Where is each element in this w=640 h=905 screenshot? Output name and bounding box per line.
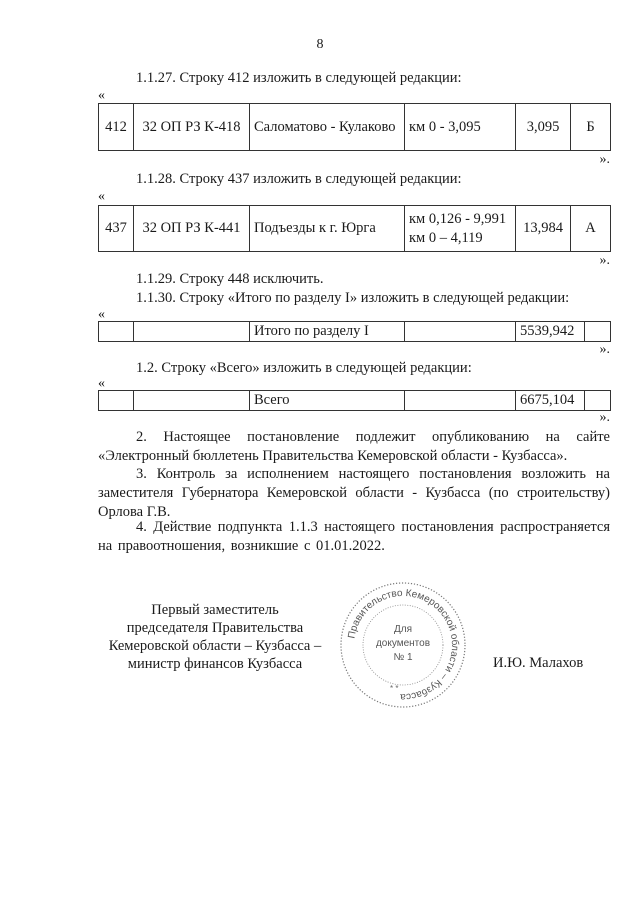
clause-3: 3. Контроль за исполнением настоящего постановления возложить на заместителя Губернатора Кемеровской области - Кузбасса (по строительству) Орлова Г.В. (98, 466, 610, 520)
empty-cell (585, 391, 611, 411)
row-number: 437 (99, 206, 134, 252)
clause-4-text: 4. Действие подпункта 1.1.3 настоящего постановления распространяется на правоотношения, возникшие с 01.01.2022. (98, 519, 610, 554)
signatory-title-line: Первый заместитель (151, 602, 279, 618)
row-412-table (98, 103, 611, 151)
stamp-star-icon: * * (390, 684, 399, 693)
road-code: 32 ОП РЗ К-441 (134, 206, 250, 252)
grand-total-value: 6675,104 (516, 391, 585, 411)
road-category: А (571, 206, 611, 252)
signatory-title-line: председателя Правительства (126, 620, 304, 636)
grand-total-label: Всего (250, 391, 405, 411)
clause-2: 2. Настоящее постановление подлежит опубликованию на сайте «Электронный бюллетень Правительства Кемеровской области - Кузбасса». (98, 429, 610, 464)
closing-quote: ». (599, 342, 610, 357)
opening-quote: « (98, 189, 105, 204)
empty-cell (99, 391, 134, 411)
row-number: 412 (99, 104, 134, 151)
road-name: Саломатово - Кулаково (250, 104, 405, 151)
empty-cell (405, 391, 516, 411)
empty-cell (134, 391, 250, 411)
opening-quote: « (98, 376, 105, 391)
clause-1-2: 1.2. Строку «Всего» изложить в следующей редакции: (136, 360, 472, 376)
empty-cell (134, 322, 250, 342)
signatory-name: И.Ю. Малахов (493, 655, 584, 671)
signatory-title (95, 601, 335, 673)
closing-quote: ». (599, 152, 610, 167)
section-total-value: 5539,942 (516, 322, 585, 342)
stamp-inner-text: Для (393, 624, 413, 635)
empty-cell (99, 322, 134, 342)
clause-1-1-27: 1.1.27. Строку 412 изложить в следующей редакции: (136, 70, 462, 86)
signatory-title-line: Кемеровской области – Кузбасса – (108, 638, 322, 654)
km-range-line: км 0,126 - 9,991 (409, 210, 507, 227)
opening-quote: « (98, 88, 105, 103)
km-range-line: км 0 – 4,119 (409, 229, 483, 246)
clause-1-1-29: 1.1.29. Строку 448 исключить. (136, 271, 324, 287)
km-range (405, 206, 516, 252)
road-length: 3,095 (516, 104, 571, 151)
official-stamp (338, 580, 468, 710)
stamp-inner-text: документов (375, 638, 431, 649)
empty-cell (585, 322, 611, 342)
closing-quote: ». (599, 410, 610, 425)
clause-4 (98, 518, 610, 556)
stamp-inner-text: № 1 (393, 652, 413, 663)
clause-1-1-30: 1.1.30. Строку «Итого по разделу I» изложить в следующей редакции: (136, 290, 570, 306)
clause-1-1-28: 1.1.28. Строку 437 изложить в следующей редакции: (136, 171, 462, 187)
section-total-label: Итого по разделу I (250, 322, 405, 342)
section-total-table (98, 321, 611, 342)
road-code: 32 ОП РЗ К-418 (134, 104, 250, 151)
km-range: км 0 - 3,095 (405, 104, 516, 151)
road-length: 13,984 (516, 206, 571, 252)
page-number: 8 (316, 37, 324, 52)
signatory-title-line: министр финансов Кузбасса (127, 656, 303, 672)
road-name: Подъезды к г. Юрга (250, 206, 405, 252)
stamp-ring-text: Правительство Кемеровской области – Кузбасса (346, 587, 461, 703)
empty-cell (405, 322, 516, 342)
row-437-table (98, 205, 611, 252)
closing-quote: ». (599, 253, 610, 268)
road-category: Б (571, 104, 611, 151)
grand-total-table (98, 390, 611, 411)
opening-quote: « (98, 307, 105, 322)
